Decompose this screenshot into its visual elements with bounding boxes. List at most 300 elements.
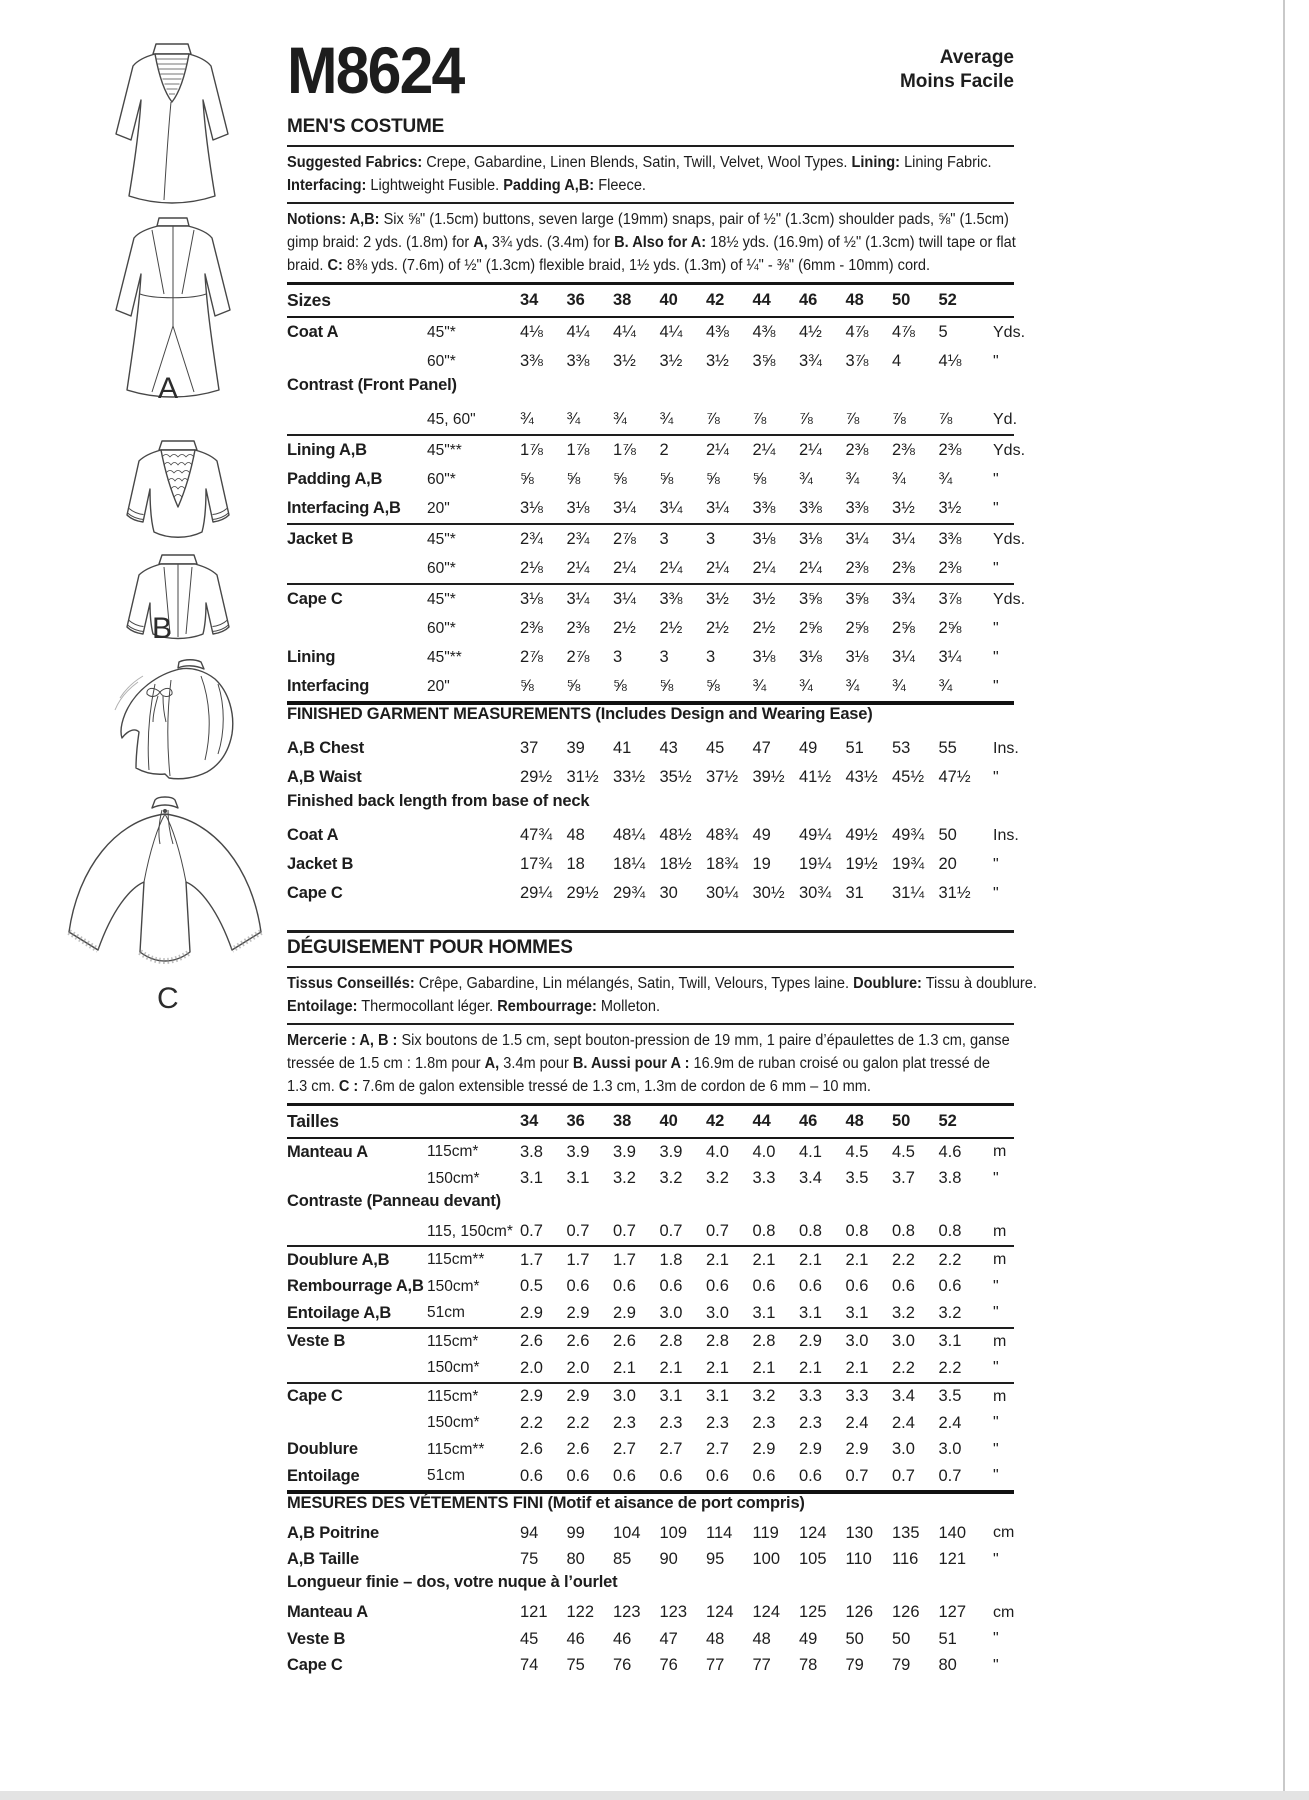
size-value: 2.9 xyxy=(799,1332,822,1351)
size-value: 3⅛ xyxy=(845,648,869,666)
width-spec: 45, 60" xyxy=(427,410,476,428)
divider xyxy=(287,930,1014,933)
size-value: ¾ xyxy=(613,410,627,428)
table-row xyxy=(287,494,1014,523)
size-value: 2.9 xyxy=(613,1303,636,1322)
size-value: 4¼ xyxy=(566,323,590,341)
size-value: 3¼ xyxy=(613,499,636,517)
unit-label: " xyxy=(993,648,999,666)
size-value: 2.9 xyxy=(566,1303,590,1322)
coat-a-front-sketch xyxy=(92,38,252,208)
size-value: 80 xyxy=(938,1656,957,1675)
row-label: Lining A,B xyxy=(287,441,367,459)
size-value: 46 xyxy=(566,1629,585,1648)
size-value: 2.3 xyxy=(752,1413,776,1432)
table-row xyxy=(287,672,1014,701)
text-line: Interfacing: Lightweight Fusible. Padding A,B: Fleece. xyxy=(287,177,646,194)
size-value: 3¼ xyxy=(892,530,915,548)
size-value: 2⅝ xyxy=(938,619,962,637)
size-value: 124 xyxy=(752,1603,781,1622)
size-value: ¾ xyxy=(892,470,906,488)
unit-label: " xyxy=(993,1467,999,1485)
size-value: 2.0 xyxy=(520,1358,543,1377)
table-row xyxy=(287,1653,1014,1680)
size-column-header: 46 xyxy=(799,291,818,309)
unit-label: cm xyxy=(993,1524,1015,1542)
size-value: 2¼ xyxy=(752,441,776,459)
size-value: 4⅞ xyxy=(892,323,915,341)
size-value: 3.9 xyxy=(659,1142,683,1161)
size-value: 2¼ xyxy=(799,441,822,459)
masthead xyxy=(287,34,1014,106)
table-row xyxy=(287,523,1026,554)
size-value: 3.4 xyxy=(892,1387,915,1406)
text-line: gimp braid: 2 yds. (1.8m) for A, 3¾ yds. (3.4m) for B. Also for A: 18½ yds. (16.9m) of ½" (1.3cm) twill tape or flat xyxy=(287,234,1016,251)
size-value: 3⅛ xyxy=(799,648,822,666)
size-value: 29½ xyxy=(520,768,553,786)
row-label: Lining xyxy=(287,648,336,666)
size-value: 2.4 xyxy=(845,1413,869,1432)
width-spec: 60"* xyxy=(427,352,456,370)
size-value: 2.3 xyxy=(799,1413,822,1432)
table-row xyxy=(287,1166,1014,1193)
difficulty-french: Moins Facile xyxy=(899,71,1014,92)
size-value: 33½ xyxy=(613,768,646,786)
size-value: 3.1 xyxy=(938,1332,962,1351)
size-value: ¾ xyxy=(566,410,581,428)
size-value: 1⅞ xyxy=(613,441,636,459)
size-value: 2¼ xyxy=(659,559,683,577)
size-column-header: 44 xyxy=(752,291,771,309)
size-value: 41½ xyxy=(799,768,832,786)
size-value: 2.9 xyxy=(752,1440,776,1459)
size-value: 90 xyxy=(659,1550,678,1569)
size-value: 2.8 xyxy=(752,1332,776,1351)
size-value: 3.2 xyxy=(659,1169,683,1188)
table-row xyxy=(287,318,1026,347)
size-value: 2½ xyxy=(613,619,636,637)
table-row xyxy=(287,465,1014,494)
size-value: 3.3 xyxy=(799,1387,822,1406)
width-spec: 150cm* xyxy=(427,1414,480,1432)
size-value: 79 xyxy=(845,1656,864,1675)
row-label: Jacket B xyxy=(287,530,354,548)
size-value: 2.7 xyxy=(659,1440,683,1459)
table-row xyxy=(287,1626,1014,1653)
size-value: ¾ xyxy=(659,410,674,428)
size-value: 2.2 xyxy=(566,1413,590,1432)
size-value: 49 xyxy=(799,1629,818,1648)
notions-text xyxy=(287,208,1014,277)
french-metrage-table xyxy=(287,1103,1014,1679)
width-spec: 45"** xyxy=(427,441,462,459)
unit-label: Yds. xyxy=(993,441,1026,459)
size-value: 124 xyxy=(799,1523,827,1542)
table-row xyxy=(287,1600,1014,1627)
size-value: 0.6 xyxy=(799,1277,822,1296)
size-value: ⅝ xyxy=(520,677,534,695)
size-value: 3.3 xyxy=(845,1387,869,1406)
unit-label: m xyxy=(993,1143,1007,1161)
table-row xyxy=(287,1410,1014,1437)
width-spec: 60"* xyxy=(427,619,456,637)
size-value: 0.8 xyxy=(845,1222,869,1241)
tissus-conseilles-text xyxy=(287,972,1037,1018)
size-value: 2⅜ xyxy=(892,559,915,577)
size-value: 47½ xyxy=(938,768,971,786)
size-value: 3½ xyxy=(938,499,962,517)
table-row xyxy=(287,850,1014,879)
unit-label: " xyxy=(993,352,999,370)
width-spec: 115cm** xyxy=(427,1251,485,1269)
size-value: 127 xyxy=(938,1603,967,1622)
width-spec: 20" xyxy=(427,499,450,517)
size-value: 123 xyxy=(659,1603,688,1622)
size-value: 0.7 xyxy=(706,1222,729,1241)
size-value: 2.1 xyxy=(799,1358,822,1377)
size-value: 3.7 xyxy=(892,1169,915,1188)
size-value: 0.6 xyxy=(752,1277,776,1296)
size-value: 53 xyxy=(892,739,911,757)
size-value: 3⅜ xyxy=(659,590,683,608)
divider xyxy=(287,1023,1014,1025)
mercerie-text xyxy=(287,1029,1014,1098)
size-value: 3¼ xyxy=(659,499,683,517)
garment-label-c: C xyxy=(157,982,181,1015)
size-value: ¾ xyxy=(892,677,906,695)
size-value: 1.7 xyxy=(613,1250,636,1269)
size-value: 95 xyxy=(706,1550,725,1569)
size-value: 126 xyxy=(892,1603,920,1622)
size-value: 2.6 xyxy=(520,1332,543,1351)
size-value: 19¼ xyxy=(799,855,832,873)
unit-label: " xyxy=(993,1277,999,1295)
table-section-heading: Contraste (Panneau devant) xyxy=(287,1192,501,1210)
size-value: 39½ xyxy=(752,768,785,786)
divider xyxy=(287,966,1014,968)
size-value: 2⅜ xyxy=(938,441,962,459)
row-label: Manteau A xyxy=(287,1603,369,1622)
garment-illustrations-column xyxy=(0,0,285,1800)
table-row xyxy=(287,1327,1014,1356)
size-value: 51 xyxy=(845,739,864,757)
width-spec: 60"* xyxy=(427,559,456,577)
table-header-row xyxy=(287,1106,1014,1139)
size-value: 49 xyxy=(799,739,818,757)
unit-label: " xyxy=(993,619,999,637)
unit-label: " xyxy=(993,1169,999,1187)
width-spec: 115, 150cm* xyxy=(427,1222,513,1240)
size-value: ⅞ xyxy=(892,410,906,428)
size-value: 4.6 xyxy=(938,1142,962,1161)
size-value: 46 xyxy=(613,1629,632,1648)
size-value: 2⅝ xyxy=(799,619,822,637)
size-value: ⅝ xyxy=(659,470,674,488)
scan-edge-bottom xyxy=(0,1791,1309,1800)
size-value: 4½ xyxy=(799,323,822,341)
unit-label: " xyxy=(993,1440,999,1458)
size-value: 140 xyxy=(938,1523,967,1542)
table-section-heading: Finished back length from base of neck xyxy=(287,792,590,810)
size-value: 3½ xyxy=(706,352,729,370)
size-value: 37½ xyxy=(706,768,739,786)
size-value: 37 xyxy=(520,739,539,757)
unit-label: " xyxy=(993,470,999,488)
size-value: 0.8 xyxy=(892,1222,915,1241)
size-value: 2⅛ xyxy=(520,559,543,577)
size-value: ⅝ xyxy=(706,470,720,488)
size-value: 3⅜ xyxy=(938,530,962,548)
size-value: 50 xyxy=(938,826,957,844)
unit-label: " xyxy=(993,499,999,517)
table-row xyxy=(287,1382,1014,1411)
size-value: 3 xyxy=(659,648,669,666)
table-section-heading: MESURES DES VÉTEMENTS FINI (Motif et aisance de port compris) xyxy=(287,1490,1014,1521)
size-value: 31 xyxy=(845,884,864,902)
row-label: Jacket B xyxy=(287,855,354,873)
size-value: 47 xyxy=(659,1629,678,1648)
width-spec: 115cm* xyxy=(427,1332,479,1350)
width-spec: 115cm* xyxy=(427,1387,479,1405)
size-value: ¾ xyxy=(845,677,860,695)
table-row xyxy=(287,1547,1014,1574)
text-line: braid. C: 8⅜ yds. (7.6m) of ½" (1.3cm) flexible braid, 1½ yds. (1.3m) of ¼" - ⅜" (6mm - 10mm) cord. xyxy=(287,257,931,274)
size-value: 2.1 xyxy=(659,1358,683,1377)
width-spec: 51cm xyxy=(427,1304,465,1322)
size-value: 2⅜ xyxy=(845,559,869,577)
size-value: 2⅝ xyxy=(892,619,915,637)
size-value: 94 xyxy=(520,1523,539,1542)
size-value: 50 xyxy=(845,1629,864,1648)
size-value: 122 xyxy=(566,1603,595,1622)
size-value: 2⅜ xyxy=(845,441,869,459)
row-label: Veste B xyxy=(287,1332,346,1351)
cape-c-side-sketch xyxy=(83,652,258,782)
row-label: Cape C xyxy=(287,1387,343,1406)
size-value: ¾ xyxy=(799,470,813,488)
size-value: 2.1 xyxy=(845,1250,869,1269)
size-value: 3⅛ xyxy=(520,499,543,517)
size-value: 78 xyxy=(799,1656,818,1675)
size-value: 109 xyxy=(659,1523,688,1542)
row-label: Entoilage A,B xyxy=(287,1303,392,1322)
unit-label: " xyxy=(993,559,999,577)
size-column-header: 46 xyxy=(799,1112,818,1130)
size-value: 49½ xyxy=(845,826,878,844)
size-value: 3.4 xyxy=(799,1169,822,1188)
size-value: ¾ xyxy=(845,470,860,488)
size-value: 48 xyxy=(566,826,585,844)
difficulty-rating xyxy=(900,34,1014,94)
size-value: 0.7 xyxy=(845,1466,869,1485)
size-value: 30¾ xyxy=(799,884,832,902)
size-value: 2⅞ xyxy=(520,648,543,666)
scan-edge-right xyxy=(1283,0,1285,1800)
size-value: 3.0 xyxy=(938,1440,962,1459)
unit-label: m xyxy=(993,1387,1007,1405)
size-value: 77 xyxy=(752,1656,771,1675)
size-value: 3⅝ xyxy=(845,590,869,608)
row-label: A,B Taille xyxy=(287,1550,359,1569)
size-value: 3.2 xyxy=(938,1303,962,1322)
size-value: 3⅞ xyxy=(845,352,869,370)
row-label: Veste B xyxy=(287,1629,346,1648)
size-column-header: 40 xyxy=(659,1112,678,1130)
size-value: 30¼ xyxy=(706,884,739,902)
size-value: 3¼ xyxy=(613,590,636,608)
size-value: 51 xyxy=(938,1629,957,1648)
size-value: 3⅛ xyxy=(799,530,822,548)
size-value: 48 xyxy=(706,1629,725,1648)
table-row xyxy=(287,1300,1014,1327)
row-label: Manteau A xyxy=(287,1142,369,1161)
size-value: 4⅞ xyxy=(845,323,869,341)
size-value: 19¾ xyxy=(892,855,925,873)
size-value: 0.6 xyxy=(659,1277,683,1296)
size-value: 121 xyxy=(520,1603,548,1622)
size-value: 2.2 xyxy=(892,1358,915,1377)
size-value: 2¼ xyxy=(752,559,776,577)
row-label: Cape C xyxy=(287,884,343,902)
size-value: 0.6 xyxy=(706,1277,729,1296)
size-value: 0.7 xyxy=(520,1222,543,1241)
size-value: 3⅝ xyxy=(752,352,776,370)
row-label: Interfacing A,B xyxy=(287,499,401,517)
size-value: 2.6 xyxy=(566,1440,590,1459)
size-value: 2¼ xyxy=(706,559,729,577)
size-value: 3⅛ xyxy=(752,648,776,666)
size-value: 3.1 xyxy=(752,1303,776,1322)
size-value: 3.5 xyxy=(938,1387,962,1406)
size-value: 1.7 xyxy=(520,1250,543,1269)
width-spec: 115cm** xyxy=(427,1440,485,1458)
size-value: 3¼ xyxy=(706,499,729,517)
size-value: 3.2 xyxy=(613,1169,636,1188)
size-value: 43½ xyxy=(845,768,878,786)
size-value: 3½ xyxy=(892,499,915,517)
size-value: 3 xyxy=(659,530,669,548)
size-value: 2.3 xyxy=(706,1413,729,1432)
size-value: 0.6 xyxy=(566,1466,590,1485)
size-value: 104 xyxy=(613,1523,641,1542)
size-value: 4.0 xyxy=(752,1142,776,1161)
unit-label: Ins. xyxy=(993,739,1019,757)
text-line: tressée de 1.5 cm : 1.8m pour A, 3.4m pour B. Aussi pour A : 16.9m de ruban croisé ou galon plat tressé de xyxy=(287,1055,990,1072)
size-value: 0.7 xyxy=(566,1222,590,1241)
row-label: Doublure A,B xyxy=(287,1250,390,1269)
size-value: ⅝ xyxy=(520,470,534,488)
unit-label: " xyxy=(993,677,999,695)
size-value: 2⅜ xyxy=(892,441,915,459)
size-value: 3.1 xyxy=(520,1169,543,1188)
size-value: 2.1 xyxy=(706,1358,729,1377)
size-value: 2.4 xyxy=(892,1413,915,1432)
size-value: 5 xyxy=(938,323,948,341)
size-value: 2.8 xyxy=(706,1332,729,1351)
unit-label: " xyxy=(993,1359,999,1377)
size-value: 29½ xyxy=(566,884,599,902)
size-column-header: 48 xyxy=(845,1112,864,1130)
size-value: ¾ xyxy=(520,410,534,428)
size-value: 31½ xyxy=(938,884,971,902)
size-value: 4.1 xyxy=(799,1142,822,1161)
size-value: 20 xyxy=(938,855,957,873)
width-spec: 45"* xyxy=(427,530,456,548)
size-column-header: 34 xyxy=(520,291,539,309)
size-value: 0.7 xyxy=(892,1466,915,1485)
size-value: 1⅞ xyxy=(520,441,543,459)
size-value: 3.1 xyxy=(799,1303,822,1322)
size-value: 17¾ xyxy=(520,855,553,873)
table-row xyxy=(287,405,1018,434)
size-value: 18¼ xyxy=(613,855,646,873)
size-value: 39 xyxy=(566,739,585,757)
width-spec: 51cm xyxy=(427,1467,465,1485)
size-value: 2.2 xyxy=(938,1358,962,1377)
row-label: Coat A xyxy=(287,826,339,844)
width-spec: 45"** xyxy=(427,648,462,666)
size-value: 43 xyxy=(659,739,678,757)
size-value: 45 xyxy=(706,739,725,757)
size-value: 18¾ xyxy=(706,855,739,873)
size-column-title: Sizes xyxy=(287,290,331,310)
size-value: 2.9 xyxy=(566,1387,590,1406)
row-label: Padding A,B xyxy=(287,470,383,488)
table-row xyxy=(287,763,1014,792)
size-value: 2.1 xyxy=(706,1250,729,1269)
size-value: 110 xyxy=(845,1550,872,1569)
size-value: 2½ xyxy=(752,619,776,637)
table-row xyxy=(287,821,1019,850)
unit-label: " xyxy=(993,884,999,902)
size-value: 29¾ xyxy=(613,884,646,902)
table-section-heading: FINISHED GARMENT MEASUREMENTS (Includes Design and Wearing Ease) xyxy=(287,701,1014,734)
table-row xyxy=(287,1219,1014,1246)
size-value: 100 xyxy=(752,1550,781,1569)
size-value: 105 xyxy=(799,1550,827,1569)
size-value: 3¼ xyxy=(938,648,962,666)
size-value: 0.7 xyxy=(659,1222,683,1241)
size-value: 2.2 xyxy=(938,1250,962,1269)
size-value: 114 xyxy=(706,1523,733,1542)
divider xyxy=(287,202,1014,204)
table-row xyxy=(287,1520,1014,1547)
size-column-header: 42 xyxy=(706,291,725,309)
size-value: 19½ xyxy=(845,855,878,873)
size-value: ⅝ xyxy=(752,470,767,488)
size-value: 48½ xyxy=(659,826,692,844)
size-value: 3⅜ xyxy=(752,499,776,517)
size-value: 75 xyxy=(520,1550,539,1569)
size-value: ¾ xyxy=(799,677,813,695)
row-label: Cape C xyxy=(287,590,343,608)
size-value: 18½ xyxy=(659,855,692,873)
size-value: 2.7 xyxy=(613,1440,636,1459)
unit-label: " xyxy=(993,1630,999,1648)
table-section-heading: Longueur finie – dos, votre nuque à l’ourlet xyxy=(287,1573,618,1591)
garment-label-b: B xyxy=(152,612,175,645)
size-value: 130 xyxy=(845,1523,874,1542)
size-value: 2¼ xyxy=(566,559,590,577)
size-value: 119 xyxy=(752,1523,779,1542)
table-row xyxy=(287,1463,1014,1490)
text-line: 1.3 cm. C : 7.6m de galon extensible tressé de 1.3 cm, 1.3m de cordon de 6 mm – 10 mm. xyxy=(287,1078,871,1095)
unit-label: Yds. xyxy=(993,530,1026,548)
size-value: 3.3 xyxy=(752,1169,776,1188)
divider xyxy=(287,145,1014,147)
size-value: 3¾ xyxy=(799,352,822,370)
size-value: 3.9 xyxy=(566,1142,590,1161)
